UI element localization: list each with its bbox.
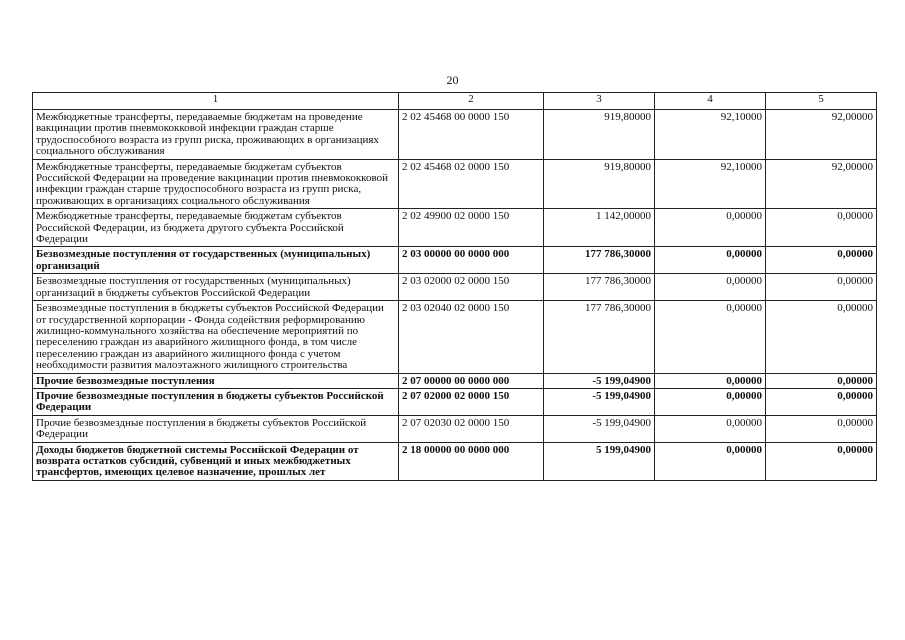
row-name-cell: Безвозмездные поступления от государственных (муниципальных) организаций в бюджеты субъектов Российской Федерации xyxy=(33,274,399,301)
row-col4-cell: 0,00000 xyxy=(655,274,766,301)
row-col5-cell: 0,00000 xyxy=(766,415,877,442)
table-body xyxy=(33,110,877,481)
table-row xyxy=(33,388,877,415)
row-col4-cell: 0,00000 xyxy=(655,388,766,415)
row-name-cell: Доходы бюджетов бюджетной системы Российской Федерации от возврата остатков субсидий, субвенций и иных межбюджетных трансфертов, имеющих целевое назначение, прошлых лет xyxy=(33,442,399,480)
row-col3-cell: 5 199,04900 xyxy=(544,442,655,480)
budget-revenue-table xyxy=(32,92,877,481)
row-col3-cell: -5 199,04900 xyxy=(544,388,655,415)
column-header-1: 1 xyxy=(33,93,399,110)
table-row xyxy=(33,442,877,480)
row-col4-cell: 92,10000 xyxy=(655,159,766,209)
row-col3-cell: 177 786,30000 xyxy=(544,274,655,301)
row-col4-cell: 0,00000 xyxy=(655,442,766,480)
row-code-cell: 2 03 00000 00 0000 000 xyxy=(399,247,544,274)
row-name-cell: Межбюджетные трансферты, передаваемые бюджетам субъектов Российской Федерации, из бюджета другого субъекта Российской Федерации xyxy=(33,209,399,247)
table-row xyxy=(33,247,877,274)
row-name-cell: Межбюджетные трансферты, передаваемые бюджетам субъектов Российской Федерации на проведение вакцинации против пневмококковой инфекции граждан старше трудоспособного возраста из групп риска, проживающих в организациях социального обслуживания xyxy=(33,159,399,209)
row-col5-cell: 0,00000 xyxy=(766,373,877,388)
table-row xyxy=(33,373,877,388)
table-row xyxy=(33,209,877,247)
row-col3-cell: 919,80000 xyxy=(544,159,655,209)
row-code-cell: 2 07 02030 02 0000 150 xyxy=(399,415,544,442)
row-col5-cell: 0,00000 xyxy=(766,301,877,373)
table-row xyxy=(33,110,877,160)
row-code-cell: 2 02 45468 02 0000 150 xyxy=(399,159,544,209)
row-code-cell: 2 18 00000 00 0000 000 xyxy=(399,442,544,480)
table-header-row xyxy=(33,93,877,110)
row-code-cell: 2 02 49900 02 0000 150 xyxy=(399,209,544,247)
row-col5-cell: 92,00000 xyxy=(766,159,877,209)
row-col5-cell: 92,00000 xyxy=(766,110,877,160)
row-name-cell: Безвозмездные поступления в бюджеты субъектов Российской Федерации от государственной корпорации - Фонда содействия реформированию жилищно-коммунального хозяйства на обеспечение мероприятий по переселению граждан из аварийного жилищного фонда, в том числе переселению граждан из аварийного жилищного фонда с учетом необходимости развития малоэтажного жилищного строительства xyxy=(33,301,399,373)
row-col4-cell: 0,00000 xyxy=(655,301,766,373)
row-col5-cell: 0,00000 xyxy=(766,247,877,274)
row-code-cell: 2 02 45468 00 0000 150 xyxy=(399,110,544,160)
table-row xyxy=(33,301,877,373)
column-header-5: 5 xyxy=(766,93,877,110)
page-number: 20 xyxy=(446,73,459,87)
table-row xyxy=(33,415,877,442)
table-row xyxy=(33,159,877,209)
row-code-cell: 2 03 02000 02 0000 150 xyxy=(399,274,544,301)
row-col3-cell: 177 786,30000 xyxy=(544,301,655,373)
row-col4-cell: 0,00000 xyxy=(655,209,766,247)
row-code-cell: 2 03 02040 02 0000 150 xyxy=(399,301,544,373)
row-name-cell: Прочие безвозмездные поступления в бюджеты субъектов Российской Федерации xyxy=(33,388,399,415)
row-col5-cell: 0,00000 xyxy=(766,442,877,480)
row-col4-cell: 0,00000 xyxy=(655,247,766,274)
row-name-cell: Межбюджетные трансферты, передаваемые бюджетам на проведение вакцинации против пневмококковой инфекции граждан старше трудоспособного возраста из групп риска, проживающих в организациях социального обслуживания xyxy=(33,110,399,160)
row-code-cell: 2 07 02000 02 0000 150 xyxy=(399,388,544,415)
row-col4-cell: 0,00000 xyxy=(655,373,766,388)
row-col3-cell: 177 786,30000 xyxy=(544,247,655,274)
row-col5-cell: 0,00000 xyxy=(766,209,877,247)
column-header-4: 4 xyxy=(655,93,766,110)
table-row xyxy=(33,274,877,301)
row-col5-cell: 0,00000 xyxy=(766,388,877,415)
column-header-2: 2 xyxy=(399,93,544,110)
row-name-cell: Прочие безвозмездные поступления в бюджеты субъектов Российской Федерации xyxy=(33,415,399,442)
row-col3-cell: 1 142,00000 xyxy=(544,209,655,247)
row-col3-cell: -5 199,04900 xyxy=(544,415,655,442)
row-col3-cell: -5 199,04900 xyxy=(544,373,655,388)
column-header-3: 3 xyxy=(544,93,655,110)
row-col5-cell: 0,00000 xyxy=(766,274,877,301)
row-col4-cell: 0,00000 xyxy=(655,415,766,442)
row-name-cell: Безвозмездные поступления от государственных (муниципальных) организаций xyxy=(33,247,399,274)
row-col4-cell: 92,10000 xyxy=(655,110,766,160)
row-code-cell: 2 07 00000 00 0000 000 xyxy=(399,373,544,388)
row-name-cell: Прочие безвозмездные поступления xyxy=(33,373,399,388)
row-col3-cell: 919,80000 xyxy=(544,110,655,160)
